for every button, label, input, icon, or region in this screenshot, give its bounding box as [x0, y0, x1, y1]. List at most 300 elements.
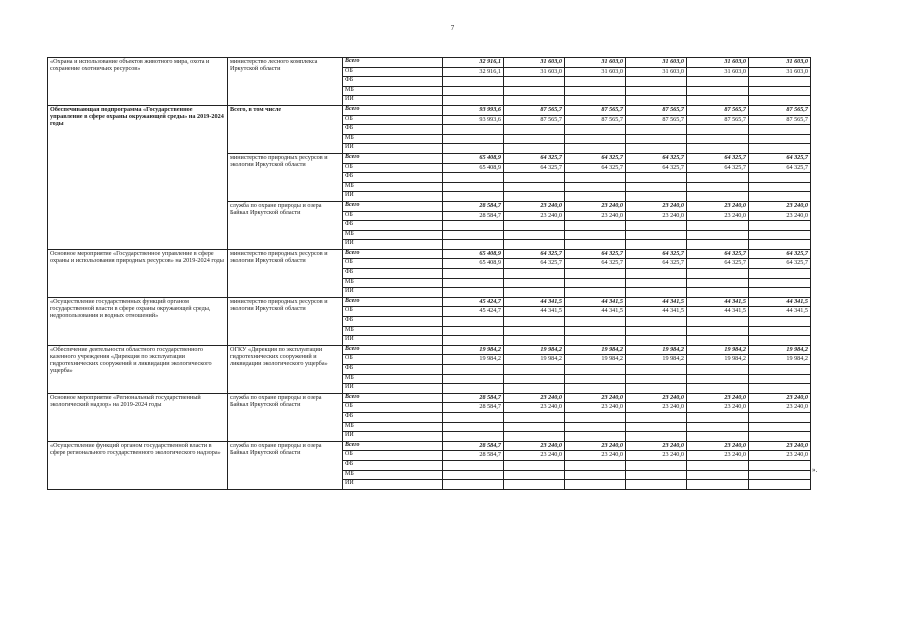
amount-cell: [565, 384, 626, 394]
amount-cell: 28 584,7: [443, 211, 504, 221]
amount-cell: [687, 182, 749, 192]
amount-cell: [626, 460, 687, 470]
amount-cell: [687, 192, 749, 202]
amount-cell: 28 584,7: [443, 441, 504, 451]
funding-source-cell: ОБ: [343, 115, 443, 125]
amount-cell: [687, 77, 749, 87]
funding-source-cell: МБ: [343, 326, 443, 336]
amount-cell: 23 240,0: [626, 201, 687, 211]
funding-source-cell: Всего: [343, 393, 443, 403]
amount-cell: 23 240,0: [626, 211, 687, 221]
amount-cell: 31 603,0: [749, 67, 811, 77]
amount-cell: 64 325,7: [749, 153, 811, 163]
amount-cell: 87 565,7: [504, 105, 565, 115]
amount-cell: 23 240,0: [504, 201, 565, 211]
amount-cell: 44 341,5: [687, 297, 749, 307]
funding-source-cell: ОБ: [343, 67, 443, 77]
amount-cell: 19 984,2: [687, 345, 749, 355]
amount-cell: 65 408,9: [443, 153, 504, 163]
amount-cell: 87 565,7: [626, 115, 687, 125]
amount-cell: [443, 230, 504, 240]
amount-cell: 23 240,0: [565, 441, 626, 451]
amount-cell: 19 984,2: [504, 355, 565, 365]
funding-source-cell: ФБ: [343, 412, 443, 422]
amount-cell: [443, 269, 504, 279]
amount-cell: [687, 326, 749, 336]
measure-name-cell: Основное мероприятие «Государственное управление в сфере охраны и использования природных ресурсов» на 2019-2024 годы: [48, 249, 228, 297]
funding-source-cell: ОБ: [343, 211, 443, 221]
funding-source-cell: ИИ: [343, 192, 443, 202]
funding-source-cell: ИИ: [343, 432, 443, 442]
amount-cell: [749, 374, 811, 384]
amount-cell: 87 565,7: [749, 115, 811, 125]
amount-cell: [443, 336, 504, 346]
amount-cell: 64 325,7: [626, 249, 687, 259]
amount-cell: [565, 480, 626, 490]
executor-cell: министерство природных ресурсов и экологии Иркутской области: [228, 249, 343, 297]
amount-cell: [565, 317, 626, 327]
amount-cell: [687, 86, 749, 96]
amount-cell: [687, 336, 749, 346]
amount-cell: 23 240,0: [565, 201, 626, 211]
amount-cell: 32 916,1: [443, 67, 504, 77]
amount-cell: [504, 182, 565, 192]
funding-source-cell: МБ: [343, 278, 443, 288]
amount-cell: 28 584,7: [443, 403, 504, 413]
amount-cell: [687, 230, 749, 240]
amount-cell: [626, 374, 687, 384]
amount-cell: 23 240,0: [687, 201, 749, 211]
amount-cell: [626, 269, 687, 279]
amount-cell: [687, 240, 749, 250]
amount-cell: 23 240,0: [749, 393, 811, 403]
funding-source-cell: ОБ: [343, 403, 443, 413]
amount-cell: [687, 144, 749, 154]
amount-cell: 23 240,0: [504, 403, 565, 413]
amount-cell: [749, 384, 811, 394]
table-row: [48, 249, 811, 259]
amount-cell: [626, 278, 687, 288]
amount-cell: 23 240,0: [504, 211, 565, 221]
amount-cell: [749, 144, 811, 154]
amount-cell: 64 325,7: [687, 259, 749, 269]
amount-cell: [626, 432, 687, 442]
funding-source-cell: МБ: [343, 230, 443, 240]
amount-cell: [687, 288, 749, 298]
amount-cell: 23 240,0: [504, 393, 565, 403]
amount-cell: [443, 480, 504, 490]
amount-cell: [504, 422, 565, 432]
amount-cell: [443, 86, 504, 96]
amount-cell: [749, 96, 811, 106]
amount-cell: 87 565,7: [626, 105, 687, 115]
amount-cell: [504, 86, 565, 96]
funding-source-cell: Всего: [343, 58, 443, 68]
amount-cell: [626, 336, 687, 346]
amount-cell: [565, 269, 626, 279]
amount-cell: 19 984,2: [749, 355, 811, 365]
amount-cell: [443, 77, 504, 87]
executor-cell: служба по охране природы и озера Байкал Иркутской области: [228, 393, 343, 441]
amount-cell: [504, 230, 565, 240]
amount-cell: [504, 125, 565, 135]
amount-cell: [504, 326, 565, 336]
amount-cell: [443, 173, 504, 183]
measure-name-cell: «Обеспечение деятельности областного государственного казенного учреждения «Дирекция по эксплуатации гидротехнических сооружений и ликвидации экологического ущерба»: [48, 345, 228, 393]
amount-cell: [749, 470, 811, 480]
amount-cell: 64 325,7: [565, 259, 626, 269]
amount-cell: 44 341,5: [504, 307, 565, 317]
amount-cell: [687, 278, 749, 288]
amount-cell: [749, 317, 811, 327]
amount-cell: [749, 86, 811, 96]
amount-cell: 64 325,7: [687, 153, 749, 163]
amount-cell: 31 603,0: [749, 58, 811, 68]
amount-cell: [565, 288, 626, 298]
amount-cell: [504, 173, 565, 183]
amount-cell: [687, 422, 749, 432]
amount-cell: 19 984,2: [565, 345, 626, 355]
amount-cell: 19 984,2: [626, 355, 687, 365]
amount-cell: 64 325,7: [504, 249, 565, 259]
amount-cell: [687, 384, 749, 394]
amount-cell: [443, 365, 504, 375]
amount-cell: [626, 86, 687, 96]
amount-cell: [749, 288, 811, 298]
amount-cell: 23 240,0: [504, 451, 565, 461]
amount-cell: 64 325,7: [504, 163, 565, 173]
amount-cell: [749, 173, 811, 183]
amount-cell: [504, 77, 565, 87]
amount-cell: [626, 182, 687, 192]
amount-cell: 31 603,0: [687, 67, 749, 77]
amount-cell: [749, 336, 811, 346]
funding-source-cell: ФБ: [343, 125, 443, 135]
closing-quote-mark: ».: [812, 466, 818, 474]
amount-cell: 19 984,2: [443, 355, 504, 365]
amount-cell: [626, 422, 687, 432]
amount-cell: 19 984,2: [626, 345, 687, 355]
amount-cell: [687, 412, 749, 422]
funding-source-cell: МБ: [343, 134, 443, 144]
funding-source-cell: ИИ: [343, 144, 443, 154]
amount-cell: 44 341,5: [626, 297, 687, 307]
amount-cell: 93 993,6: [443, 105, 504, 115]
amount-cell: [504, 412, 565, 422]
amount-cell: 23 240,0: [749, 451, 811, 461]
amount-cell: [565, 173, 626, 183]
amount-cell: 23 240,0: [749, 403, 811, 413]
amount-cell: [749, 460, 811, 470]
amount-cell: [504, 240, 565, 250]
amount-cell: [565, 96, 626, 106]
amount-cell: 44 341,5: [626, 307, 687, 317]
amount-cell: [443, 422, 504, 432]
amount-cell: 64 325,7: [565, 153, 626, 163]
amount-cell: 44 341,5: [565, 297, 626, 307]
funding-source-cell: Всего: [343, 201, 443, 211]
amount-cell: [565, 374, 626, 384]
amount-cell: [565, 134, 626, 144]
amount-cell: [565, 460, 626, 470]
amount-cell: 64 325,7: [626, 259, 687, 269]
executor-cell: министерство природных ресурсов и экологии Иркутской области: [228, 297, 343, 345]
measure-name-cell: Обеспечивающая подпрограмма «Государственное управление в сфере охраны окружающей среды» на 2019-2024 годы: [48, 105, 228, 249]
executor-cell: министерство природных ресурсов и экологии Иркутской области: [228, 153, 343, 201]
amount-cell: [443, 134, 504, 144]
funding-source-cell: ФБ: [343, 269, 443, 279]
amount-cell: [443, 125, 504, 135]
amount-cell: 87 565,7: [565, 105, 626, 115]
amount-cell: [504, 144, 565, 154]
amount-cell: [504, 336, 565, 346]
amount-cell: [504, 278, 565, 288]
amount-cell: 32 916,1: [443, 58, 504, 68]
table-row: [48, 441, 811, 451]
amount-cell: 64 325,7: [687, 249, 749, 259]
amount-cell: [626, 134, 687, 144]
amount-cell: [443, 326, 504, 336]
executor-cell: служба по охране природы и озера Байкал Иркутской области: [228, 201, 343, 249]
amount-cell: 23 240,0: [687, 403, 749, 413]
amount-cell: [443, 278, 504, 288]
amount-cell: 64 325,7: [687, 163, 749, 173]
amount-cell: [749, 125, 811, 135]
amount-cell: 23 240,0: [565, 211, 626, 221]
amount-cell: [565, 144, 626, 154]
funding-source-cell: ОБ: [343, 307, 443, 317]
amount-cell: [565, 125, 626, 135]
amount-cell: [443, 96, 504, 106]
amount-cell: [626, 77, 687, 87]
amount-cell: [749, 432, 811, 442]
amount-cell: 87 565,7: [749, 105, 811, 115]
amount-cell: [504, 384, 565, 394]
budget-table: [47, 57, 811, 490]
amount-cell: [626, 288, 687, 298]
executor-cell: служба по охране природы и озера Байкал Иркутской области: [228, 441, 343, 489]
amount-cell: [626, 144, 687, 154]
amount-cell: [687, 134, 749, 144]
amount-cell: 65 408,9: [443, 163, 504, 173]
funding-source-cell: ИИ: [343, 480, 443, 490]
amount-cell: [565, 182, 626, 192]
amount-cell: [687, 221, 749, 231]
amount-cell: [443, 384, 504, 394]
amount-cell: 93 993,6: [443, 115, 504, 125]
amount-cell: [626, 240, 687, 250]
amount-cell: 31 603,0: [565, 67, 626, 77]
funding-source-cell: ИИ: [343, 240, 443, 250]
amount-cell: [626, 192, 687, 202]
amount-cell: 44 341,5: [749, 297, 811, 307]
funding-source-cell: МБ: [343, 374, 443, 384]
amount-cell: 31 603,0: [687, 58, 749, 68]
funding-source-cell: МБ: [343, 182, 443, 192]
amount-cell: [626, 365, 687, 375]
table-row: [48, 393, 811, 403]
executor-cell: ОГКУ «Дирекция по эксплуатации гидротехнических сооружений и ликвидации экологического ущерба»: [228, 345, 343, 393]
amount-cell: 28 584,7: [443, 451, 504, 461]
funding-source-cell: Всего: [343, 441, 443, 451]
amount-cell: [504, 192, 565, 202]
amount-cell: 44 341,5: [749, 307, 811, 317]
amount-cell: [565, 422, 626, 432]
amount-cell: [626, 384, 687, 394]
funding-source-cell: МБ: [343, 422, 443, 432]
amount-cell: [443, 144, 504, 154]
amount-cell: [687, 470, 749, 480]
amount-cell: 23 240,0: [626, 451, 687, 461]
amount-cell: 65 408,9: [443, 249, 504, 259]
amount-cell: 23 240,0: [626, 403, 687, 413]
amount-cell: 64 325,7: [626, 153, 687, 163]
amount-cell: [749, 326, 811, 336]
amount-cell: 23 240,0: [565, 451, 626, 461]
amount-cell: 65 408,9: [443, 259, 504, 269]
amount-cell: [443, 470, 504, 480]
amount-cell: [687, 365, 749, 375]
amount-cell: 44 341,5: [504, 297, 565, 307]
amount-cell: [565, 77, 626, 87]
amount-cell: [565, 470, 626, 480]
amount-cell: [443, 460, 504, 470]
amount-cell: [749, 230, 811, 240]
amount-cell: [626, 326, 687, 336]
amount-cell: 23 240,0: [749, 211, 811, 221]
amount-cell: [749, 134, 811, 144]
amount-cell: 45 424,7: [443, 307, 504, 317]
amount-cell: 23 240,0: [687, 393, 749, 403]
amount-cell: 87 565,7: [504, 115, 565, 125]
amount-cell: 64 325,7: [565, 163, 626, 173]
amount-cell: [687, 432, 749, 442]
amount-cell: [443, 317, 504, 327]
amount-cell: 64 325,7: [565, 249, 626, 259]
amount-cell: 64 325,7: [504, 259, 565, 269]
amount-cell: 64 325,7: [749, 163, 811, 173]
amount-cell: 44 341,5: [687, 307, 749, 317]
amount-cell: [749, 278, 811, 288]
table-row: [48, 297, 811, 307]
executor-cell: министерство лесного комплекса Иркутской области: [228, 58, 343, 106]
amount-cell: 31 603,0: [626, 67, 687, 77]
amount-cell: [687, 480, 749, 490]
table-row: [48, 105, 811, 115]
amount-cell: 23 240,0: [565, 393, 626, 403]
amount-cell: 23 240,0: [687, 441, 749, 451]
amount-cell: [749, 77, 811, 87]
amount-cell: [626, 230, 687, 240]
amount-cell: [565, 432, 626, 442]
amount-cell: 31 603,0: [504, 67, 565, 77]
amount-cell: 23 240,0: [504, 441, 565, 451]
amount-cell: [687, 317, 749, 327]
amount-cell: 31 603,0: [565, 58, 626, 68]
amount-cell: [749, 480, 811, 490]
amount-cell: [749, 221, 811, 231]
amount-cell: [565, 412, 626, 422]
amount-cell: [504, 269, 565, 279]
amount-cell: 87 565,7: [687, 105, 749, 115]
amount-cell: 31 603,0: [626, 58, 687, 68]
amount-cell: 87 565,7: [565, 115, 626, 125]
funding-source-cell: МБ: [343, 86, 443, 96]
amount-cell: [504, 470, 565, 480]
funding-source-cell: ИИ: [343, 336, 443, 346]
amount-cell: [749, 269, 811, 279]
amount-cell: [504, 365, 565, 375]
amount-cell: 64 325,7: [749, 249, 811, 259]
measure-name-cell: Основное мероприятие «Региональный государственный экологический надзор» на 2019-2024 годы: [48, 393, 228, 441]
amount-cell: 64 325,7: [749, 259, 811, 269]
amount-cell: [504, 317, 565, 327]
amount-cell: [565, 192, 626, 202]
funding-source-cell: ОБ: [343, 163, 443, 173]
page-number: 7: [450, 24, 455, 32]
funding-source-cell: ФБ: [343, 317, 443, 327]
amount-cell: [626, 173, 687, 183]
amount-cell: [687, 374, 749, 384]
amount-cell: [565, 278, 626, 288]
amount-cell: 45 424,7: [443, 297, 504, 307]
funding-source-cell: ИИ: [343, 384, 443, 394]
amount-cell: 23 240,0: [565, 403, 626, 413]
amount-cell: [443, 182, 504, 192]
amount-cell: [504, 134, 565, 144]
amount-cell: [504, 221, 565, 231]
amount-cell: [504, 480, 565, 490]
executor-cell: Всего, в том числе: [228, 105, 343, 153]
amount-cell: 23 240,0: [626, 441, 687, 451]
amount-cell: 23 240,0: [687, 211, 749, 221]
funding-source-cell: Всего: [343, 249, 443, 259]
amount-cell: 23 240,0: [687, 451, 749, 461]
table-row: [48, 345, 811, 355]
amount-cell: [504, 288, 565, 298]
funding-source-cell: МБ: [343, 470, 443, 480]
amount-cell: [626, 125, 687, 135]
amount-cell: 64 325,7: [626, 163, 687, 173]
amount-cell: [504, 96, 565, 106]
funding-source-cell: ОБ: [343, 259, 443, 269]
amount-cell: 19 984,2: [504, 345, 565, 355]
amount-cell: [687, 125, 749, 135]
amount-cell: [565, 365, 626, 375]
funding-source-cell: Всего: [343, 105, 443, 115]
budget-table-body: [48, 58, 811, 490]
amount-cell: [504, 432, 565, 442]
amount-cell: [749, 422, 811, 432]
funding-source-cell: ОБ: [343, 355, 443, 365]
funding-source-cell: Всего: [343, 297, 443, 307]
amount-cell: [626, 221, 687, 231]
amount-cell: 19 984,2: [443, 345, 504, 355]
amount-cell: 19 984,2: [749, 345, 811, 355]
amount-cell: [687, 269, 749, 279]
amount-cell: [565, 86, 626, 96]
amount-cell: [626, 317, 687, 327]
funding-source-cell: ИИ: [343, 96, 443, 106]
amount-cell: 28 584,7: [443, 393, 504, 403]
amount-cell: [749, 240, 811, 250]
amount-cell: [443, 432, 504, 442]
funding-source-cell: Всего: [343, 153, 443, 163]
amount-cell: [626, 412, 687, 422]
amount-cell: [687, 96, 749, 106]
amount-cell: [565, 326, 626, 336]
amount-cell: 87 565,7: [687, 115, 749, 125]
